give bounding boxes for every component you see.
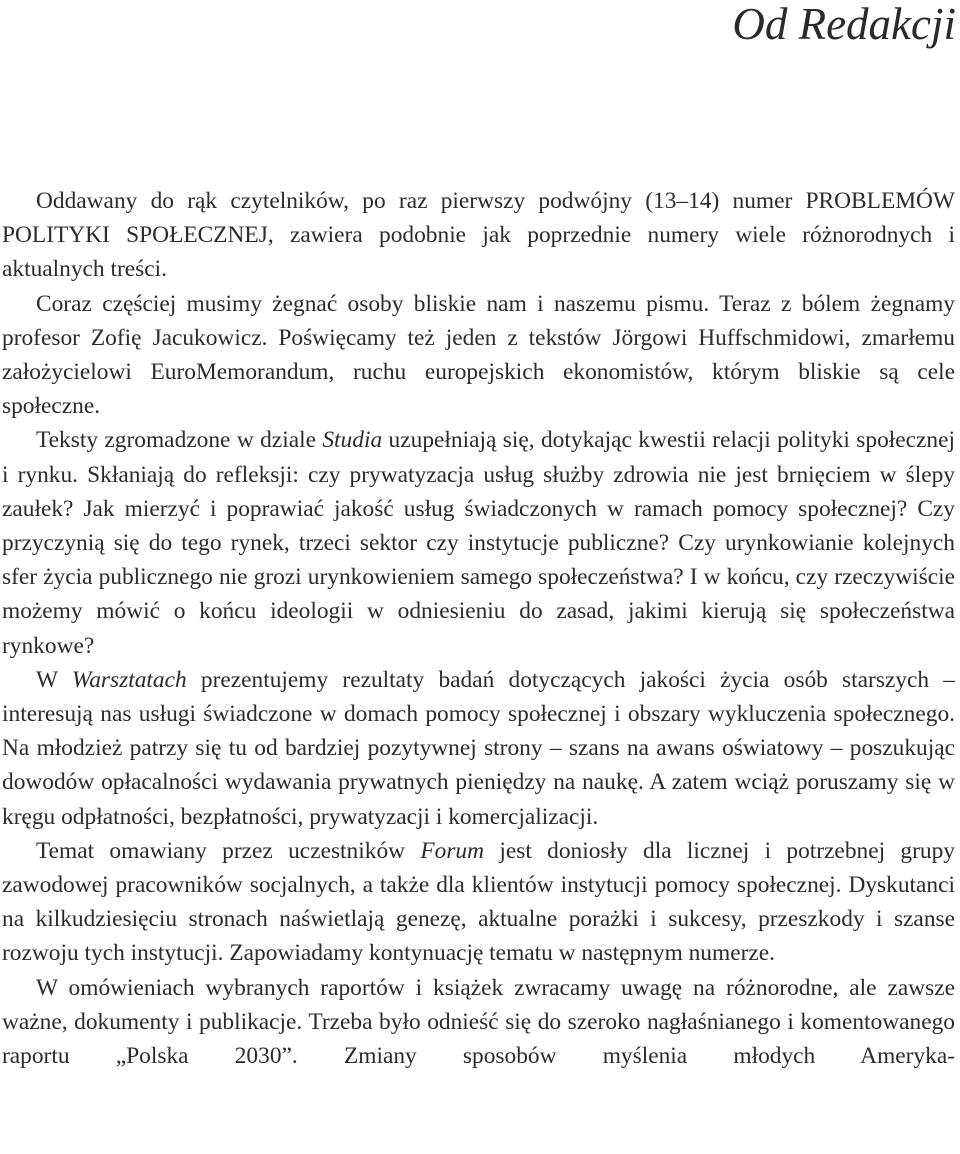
page-title: Od Redakcji <box>732 0 956 49</box>
paragraph-text: jest doniosły dla licznej i potrzebnej grupy zawodowej pracowników socjalnych, a także dla klientów instytucji pomocy społecznej. Dyskutanci na kilkudziesięciu stronach naświetlają genezę, aktualne porażki i sukcesy, przeszkody i szanse rozwoju tych instytucji. Zapowiadamy kontynuację tematu w następnym numerze. <box>2 837 955 967</box>
article-body <box>2 184 955 1073</box>
body-paragraph <box>2 663 955 834</box>
italic-section-name: Warsztatach <box>71 666 187 693</box>
paragraph-text: W omówieniach wybranych raportów i książek zwracamy uwagę na różnorodne, ale zawsze ważne, dokumenty i publikacje. Trzeba było odnieść się do szeroko nagłaśnianego i komentowanego raportu „Polska 2030”. Zmiany sposobów myślenia młodych Ameryka- <box>2 974 955 1070</box>
paragraph-text: Teksty zgromadzone w dziale <box>36 427 323 454</box>
paragraph-text: Coraz częściej musimy żegnać osoby bliskie nam i naszemu pismu. Teraz z bólem żegnamy profesor Zofię Jacukowicz. Poświęcamy też jeden z tekstów Jörgowi Huffschmidowi, zmarłemu założycielowi EuroMemorandum, ruchu europejskich ekonomistów, którym bliskie są cele społeczne. <box>2 290 955 420</box>
body-paragraph <box>2 184 955 287</box>
paragraph-text: prezentujemy rezultaty badań dotyczących jakości życia osób starszych – interesują nas usługi świadczone w domach pomocy społecznej i obszary wykluczenia społecznego. Na młodzież patrzy się tu od bardziej pozytywnej strony – szans na awans oświatowy – poszukując dowodów opłacalności wydawania prywatnych pieniędzy na naukę. A zatem wciąż poruszamy się w kręgu odpłatności, bezpłatności, prywatyzacji i komercjalizacji. <box>2 666 955 830</box>
paragraph-text: Oddawany do rąk czytelników, po raz pierwszy podwójny (13–14) numer PROBLEMÓW POLITYKI SPOŁECZNEJ, zawiera podobnie jak poprzednie numery wiele różnorodnych i aktualnych treści. <box>2 188 955 283</box>
body-paragraph <box>2 287 955 424</box>
italic-section-name: Forum <box>420 837 485 864</box>
body-paragraph <box>2 834 955 971</box>
paragraph-text: uzupełniają się, dotykając kwestii relacji polityki społecznej i rynku. Skłaniają do refleksji: czy prywatyzacja usług służby zdrowia nie jest brnięciem w ślepy zaułek? Jak mierzyć i poprawiać jakość usług świadczonych w ramach pomocy społecznej? Czy przyczynią się do tego rynek, trzeci sektor czy instytucje publiczne? Czy urynkowianie kolejnych sfer życia publicznego nie grozi urynkowieniem samego społeczeństwa? I w końcu, czy rzeczywiście możemy mówić o końcu ideologii w odniesieniu do zasad, jakimi kierują się społeczeństwa rynkowe? <box>2 427 956 659</box>
italic-section-name: Studia <box>322 427 383 454</box>
body-paragraph <box>2 423 955 662</box>
paragraph-text: W <box>36 666 72 693</box>
body-paragraph <box>2 971 955 1074</box>
paragraph-text: Temat omawiany przez uczestników <box>36 837 421 864</box>
